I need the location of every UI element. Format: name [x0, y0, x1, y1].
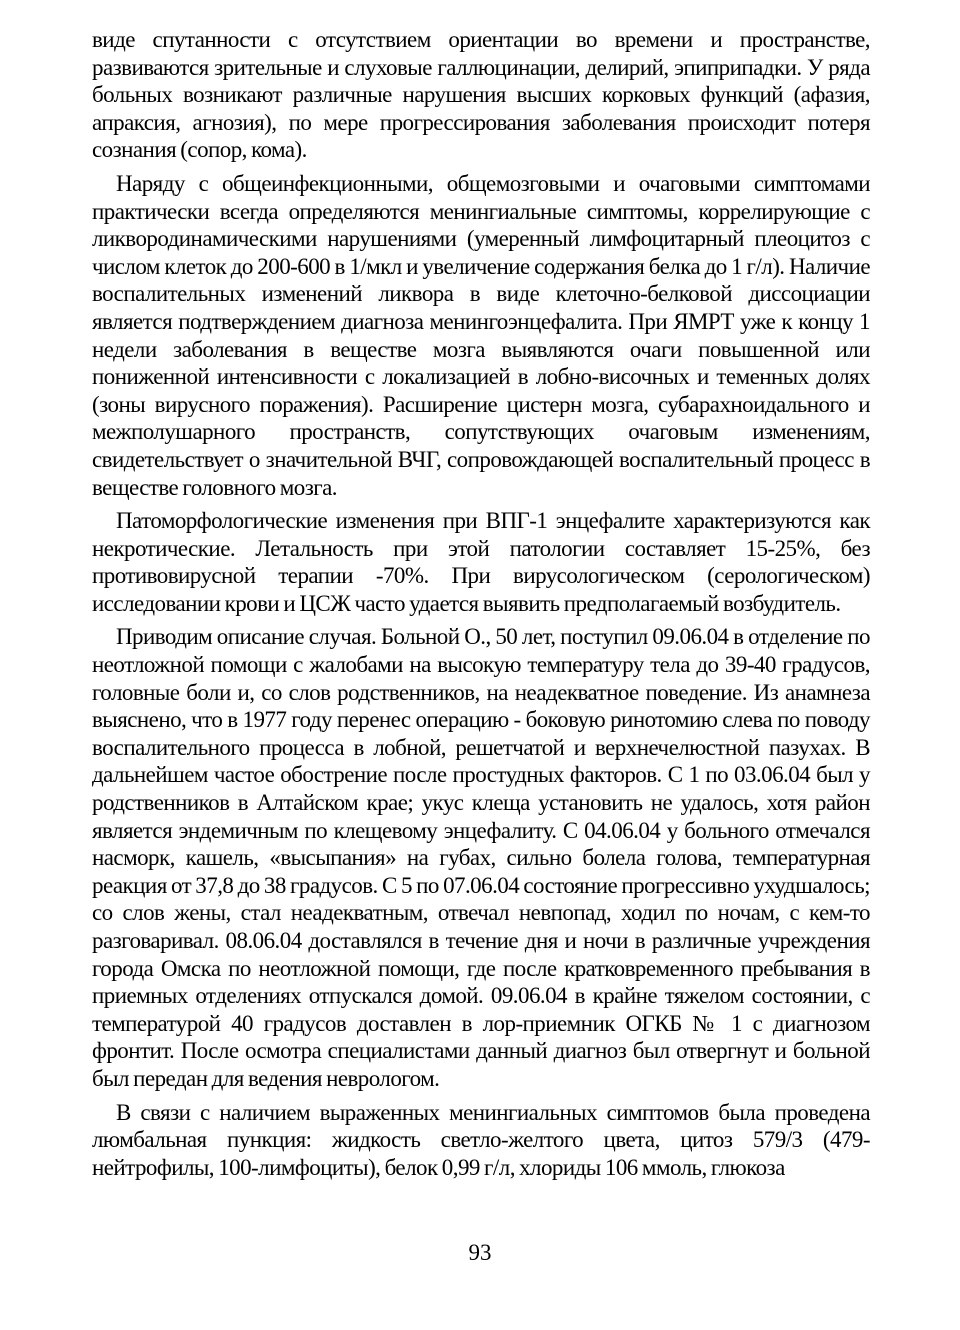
paragraph: виде спутанности с отсутствием ориентации во времени и пространстве, развиваются зрительные и слуховые галлюцинации, делирий, эпиприпадки. У ряда больных возникают различные нарушения высших корковых функций (афазия, апраксия, агнозия), по мере прогрессирования заболевания происходит потеря сознания (сопор, кома).	[92, 27, 870, 163]
page-number: 93	[468, 1240, 492, 1265]
page-body	[92, 26, 870, 1187]
paragraph: Патоморфологические изменения при ВПГ-1 энцефалите характеризуются как некротические. Летальность при этой патологии составляет 15-25%, без противовирусной терапии -70%. При вирусологическом (серологическом) исследовании крови и ЦСЖ часто удается выявить предполагаемый возбудитель.	[92, 508, 870, 616]
paragraph: В связи с наличием выраженных менингиальных симптомов была проведена люмбальная пункция: жидкость светло-желтого цвета, цитоз 579/3 (479-нейтрофилы, 100-лимфоциты), белок 0,99 г/л, хлориды 106 ммоль, глюкоза	[92, 1099, 870, 1180]
paragraph: Наряду с общеинфекционными, общемозговыми и очаговыми симптомами практически всегда определяются менингиальные симптомы, коррелирующие с ликвородинамическими нарушениями (умеренный лимфоцитарный плеоцитоз с числом клеток до 200-600 в 1/мкл и увеличение содержания белка до 1 г/л). Наличие воспалительных изменений ликвора в виде клеточно-белковой диссоциации является подтверждением диагноза менингоэнцефалита. При ЯМРТ уже к концу 1 недели заболевания в веществе мозга выявляются очаги повышенной или пониженной интенсивности с локализацией в лобно-височных и теменных долях (зоны вирусного поражения). Расширение цистерн мозга, субарахноидального и межполушарного пространств, сопутствующих очаговым изменениям, свидетельствует о значительной ВЧГ, сопровождающей воспалительный процесс в веществе головного мозга.	[92, 170, 870, 500]
paragraph: Приводим описание случая. Больной О., 50 лет, поступил 09.06.04 в отделение по неотложной помощи с жалобами на высокую температуру тела до 39-40 градусов, головные боли и, со слов родственников, на неадекватное поведение. Из анамнеза выяснено, что в 1977 году перенес операцию - боковую ринотомию слева по поводу воспалительного процесса в лобной, решетчатой и верхнечелюстной пазухах. В дальнейшем частое обострение после простудных факторов. С 1 по 03.06.04 был у родственников в Алтайском крае; укус клеща установить не удалось, хотя район является эндемичным по клещевому энцефалиту. С 04.06.04 у больного отмечался насморк, кашель, «высыпания» на губах, сильно болела голова, температурная реакция от 37,8 до 38 градусов. С 5 по 07.06.04 состояние прогрессивно ухудшалось; со слов жены, стал неадекватным, отвечал невпопад, ходил по ночам, с кем-то разговаривал. 08.06.04 доставлялся в течение дня и ночи в различные учреждения города Омска по неотложной помощи, где после кратковременного пребывания в приемных отделениях отпускался домой. 09.06.04 в крайне тяжелом состоянии, с температурой 40 градусов доставлен в лор-приемник ОГКБ № 1 с диагнозом фронтит. После осмотра специалистами данный диагноз был отвергнут и больной был передан для ведения неврологом.	[92, 624, 870, 1091]
